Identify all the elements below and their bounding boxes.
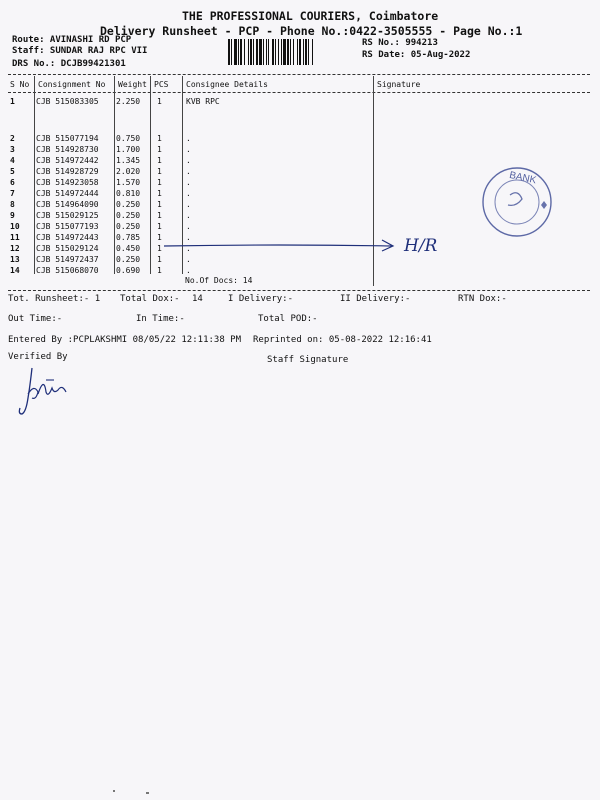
divider: [8, 290, 590, 291]
total-dox-value: 14: [192, 294, 203, 304]
bank-stamp: [478, 163, 556, 241]
row-sno: 2: [10, 134, 15, 143]
row-sno: 10: [10, 222, 20, 231]
row-pcs: 1: [157, 233, 162, 242]
divider: [8, 92, 590, 93]
verifier-signature: [14, 364, 74, 418]
row-consignment-no: CJB 515029125: [36, 211, 99, 220]
row-pcs: 1: [157, 222, 162, 231]
row-weight: 0.690: [116, 266, 141, 275]
row-weight: 1.345: [116, 156, 141, 165]
company-title: THE PROFESSIONAL COURIERS, Coimbatore: [182, 9, 439, 23]
row-consignment-no: CJB 515077194: [36, 134, 99, 143]
col-header-consignee: Consignee Details: [186, 80, 268, 89]
rs-number: RS No.: 994213: [362, 38, 438, 48]
drs-number: DRS No.: DCJB99421301: [12, 59, 126, 69]
row-weight: 2.020: [116, 167, 141, 176]
col-header-signature: Signature: [377, 80, 421, 89]
row-pcs: 1: [157, 167, 162, 176]
staff-label: Staff: SUNDAR RAJ RPC VII: [12, 46, 148, 56]
row-consignment-no: CJB 515083305: [36, 97, 99, 106]
row-weight: 0.750: [116, 134, 141, 143]
row-consignment-no: CJB 514964090: [36, 200, 99, 209]
col-header-consignment: Consignment No: [38, 80, 106, 89]
ii-delivery: II Delivery:-: [340, 294, 411, 304]
row-pcs: 1: [157, 97, 162, 106]
row-sno: 3: [10, 145, 15, 154]
total-pod: Total POD:-: [258, 314, 318, 324]
row-sno: 5: [10, 167, 15, 176]
row-consignee-details: .: [186, 211, 191, 220]
row-pcs: 1: [157, 266, 162, 275]
entered-by: Entered By :PCPLAKSHMI 08/05/22 12:11:38 PM: [8, 335, 241, 345]
barcode: [228, 39, 356, 65]
row-pcs: 1: [157, 134, 162, 143]
scan-mark: [113, 790, 115, 792]
total-dox-label: Total Dox:-: [120, 294, 180, 304]
row-sno: 8: [10, 200, 15, 209]
row-consignment-no: CJB 515077193: [36, 222, 99, 231]
row-weight: 0.250: [116, 200, 141, 209]
runsheet-title: Delivery Runsheet - PCP - Phone No.:0422-3505555 - Page No.:1: [100, 24, 523, 38]
row-sno: 1: [10, 97, 15, 106]
rtn-dox: RTN Dox:-: [458, 294, 507, 304]
scan-mark: [146, 792, 149, 794]
row-sno: 6: [10, 178, 15, 187]
column-line: [34, 76, 35, 274]
row-sno: 4: [10, 156, 15, 165]
svg-text:BANK: BANK: [508, 169, 538, 187]
row-consignment-no: CJB 514972442: [36, 156, 99, 165]
row-sno: 12: [10, 244, 20, 253]
row-pcs: 1: [157, 145, 162, 154]
row-weight: 0.450: [116, 244, 141, 253]
row-sno: 13: [10, 255, 20, 264]
row-sno: 9: [10, 211, 15, 220]
row-weight: 0.250: [116, 211, 141, 220]
i-delivery: I Delivery:-: [228, 294, 294, 304]
divider: [8, 74, 590, 75]
verified-by: Verified By: [8, 352, 68, 362]
row-consignee-details: .: [186, 189, 191, 198]
row-consignee-details: .: [186, 145, 191, 154]
total-runsheet: Tot. Runsheet:- 1: [8, 294, 101, 304]
handwritten-arrow: [160, 232, 420, 258]
row-consignment-no: CJB 515068070: [36, 266, 99, 275]
in-time: In Time:-: [136, 314, 185, 324]
row-pcs: 1: [157, 156, 162, 165]
row-weight: 1.570: [116, 178, 141, 187]
row-consignee-details: .: [186, 266, 191, 275]
out-time: Out Time:-: [8, 314, 63, 324]
row-pcs: 1: [157, 189, 162, 198]
row-consignee-details: .: [186, 200, 191, 209]
row-consignment-no: CJB 514972444: [36, 189, 99, 198]
column-line: [150, 76, 151, 274]
route-label: Route: AVINASHI RD PCP: [12, 35, 132, 45]
row-pcs: 1: [157, 244, 162, 253]
row-pcs: 1: [157, 255, 162, 264]
row-consignment-no: CJB 514923058: [36, 178, 99, 187]
row-pcs: 1: [157, 178, 162, 187]
rs-date: RS Date: 05-Aug-2022: [362, 50, 471, 60]
row-weight: 2.250: [116, 97, 141, 106]
row-consignee-details: .: [186, 222, 191, 231]
row-consignment-no: CJB 514928729: [36, 167, 99, 176]
row-sno: 7: [10, 189, 15, 198]
row-consignee-details: .: [186, 244, 191, 253]
no-of-docs: No.Of Docs: 14: [185, 276, 253, 285]
row-pcs: 1: [157, 200, 162, 209]
row-consignee-details: KVB RPC: [186, 97, 220, 106]
row-consignment-no: CJB 515029124: [36, 244, 99, 253]
row-consignee-details: .: [186, 156, 191, 165]
row-consignee-details: .: [186, 178, 191, 187]
row-pcs: 1: [157, 211, 162, 220]
row-consignment-no: CJB 514972443: [36, 233, 99, 242]
row-consignee-details: .: [186, 255, 191, 264]
staff-signature: Staff Signature: [267, 355, 349, 365]
row-weight: 0.785: [116, 233, 141, 242]
reprinted-on: Reprinted on: 05-08-2022 12:16:41: [253, 335, 432, 345]
row-weight: 1.700: [116, 145, 141, 154]
row-consignee-details: .: [186, 233, 191, 242]
col-header-pcs: PCS: [154, 80, 169, 89]
row-weight: 0.250: [116, 222, 141, 231]
handwritten-note: H/R: [404, 236, 438, 256]
row-sno: 14: [10, 266, 20, 275]
row-weight: 0.810: [116, 189, 141, 198]
col-header-weight: Weight: [118, 80, 147, 89]
row-consignee-details: .: [186, 134, 191, 143]
row-sno: 11: [10, 233, 20, 242]
col-header-sno: S No: [10, 80, 30, 89]
row-consignment-no: CJB 514928730: [36, 145, 99, 154]
row-weight: 0.250: [116, 255, 141, 264]
row-consignment-no: CJB 514972437: [36, 255, 99, 264]
row-consignee-details: .: [186, 167, 191, 176]
column-line: [114, 76, 115, 274]
